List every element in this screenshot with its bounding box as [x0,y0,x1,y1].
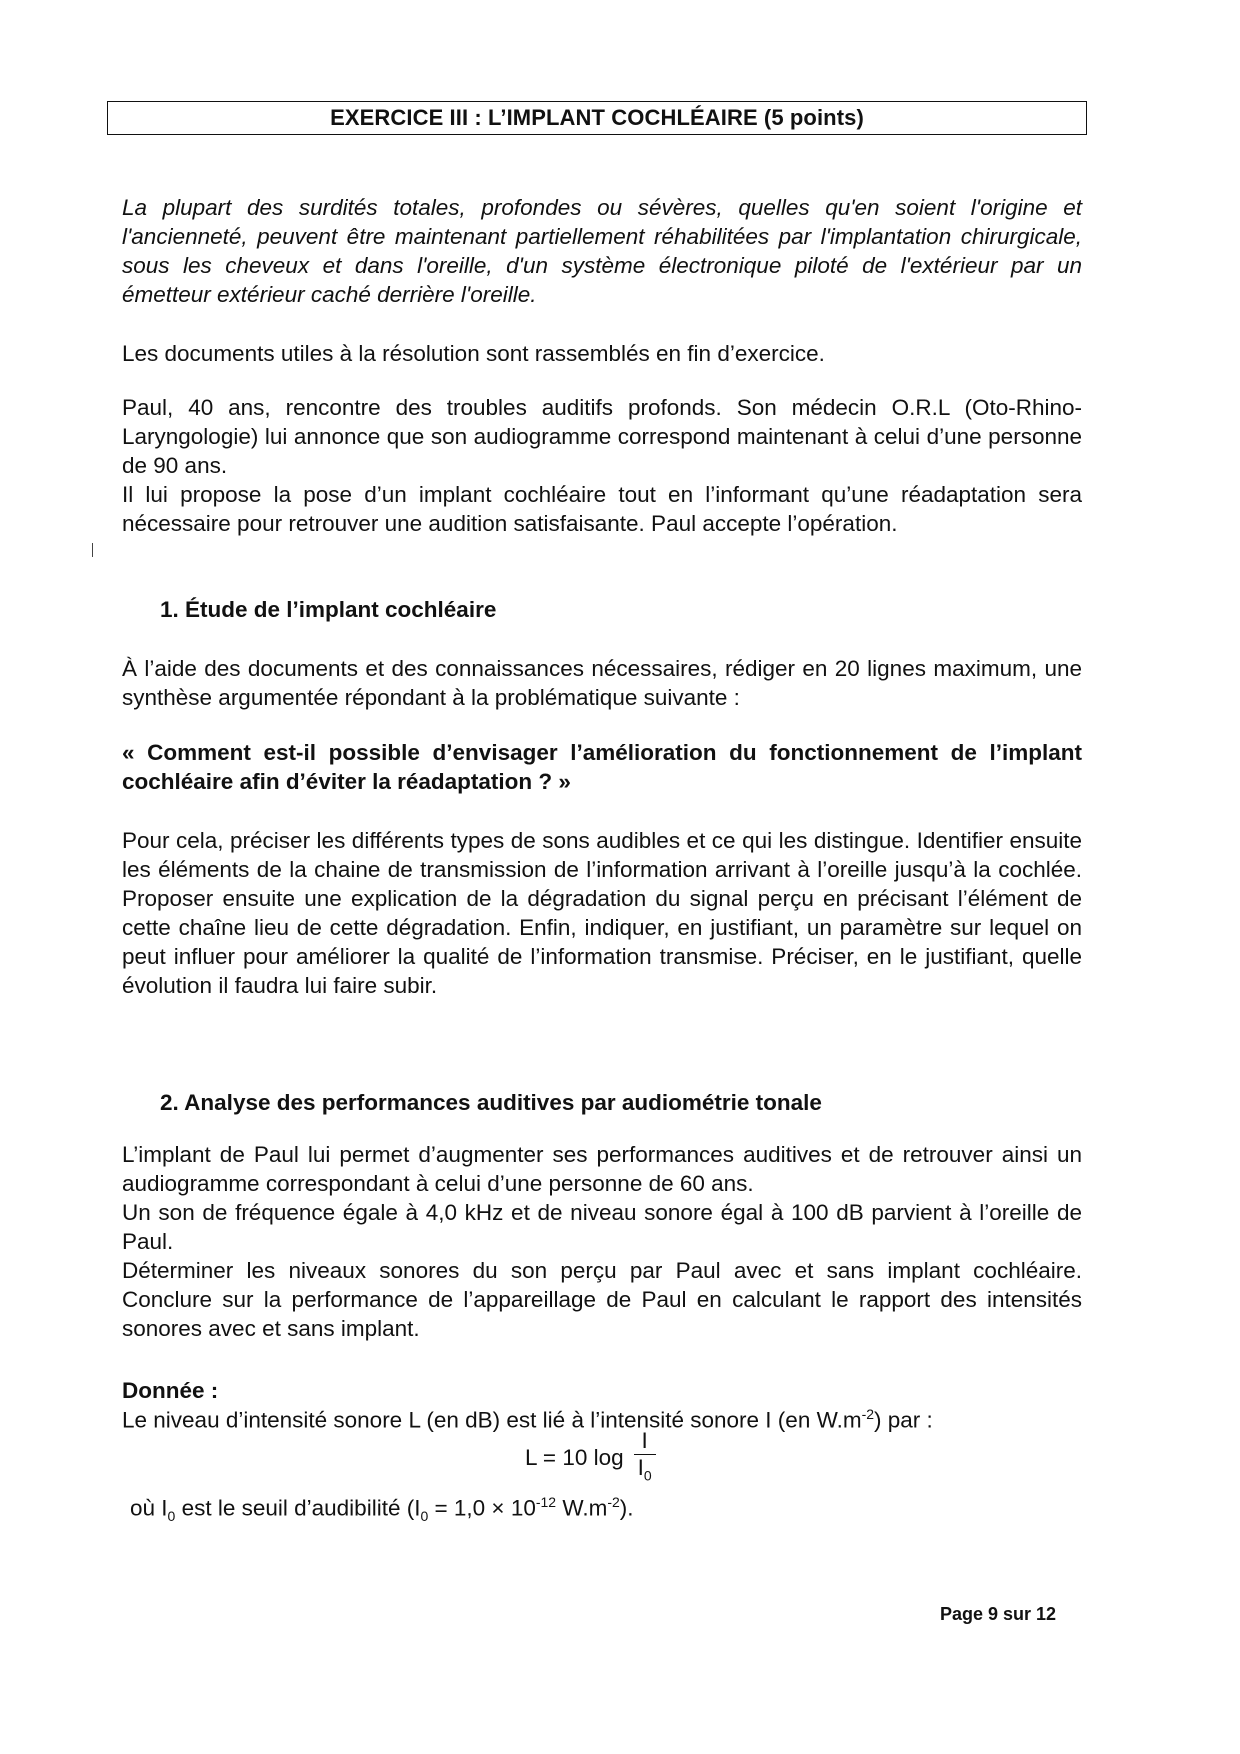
seuil-part-2: est le seuil d’audibilité (I [175,1495,421,1521]
formula-lhs: L = 10 log [525,1445,624,1471]
intro-paragraph: La plupart des surdités totales, profondes ou sévères, quelles qu'en soient l'origine et l'ancienneté, peuvent être maintenant partiellement réhabilitées par l'implantation chirurgicale, sous les cheveux et dans l'oreille, d'un système électronique piloté de l'extérieur par un émetteur extérieur caché derrière l'oreille. [122,195,1082,307]
seuil-part-4: W.m [556,1495,608,1521]
formula-denominator [638,1455,652,1489]
page-number: Page 9 sur 12 [940,1604,1057,1624]
part2-paragraph-2: Un son de fréquence égale à 4,0 kHz et de niveau sonore égal à 100 dB parvient à l’oreille de Paul. [122,1200,1082,1254]
seuil-part-1: où I [130,1495,168,1521]
donnee-text-main: Le niveau d’intensité sonore L (en dB) est lié à l’intensité sonore I (en W.m [122,1407,862,1433]
donnee-text-exponent: -2 [861,1406,875,1422]
seuil-sub-2: 0 [420,1508,429,1524]
problem-statement: « Comment est-il possible d’envisager l’amélioration du fonctionnement de l’implant cochléaire afin d’éviter la réadaptation ? » [122,740,1082,794]
context-block [122,393,1082,538]
formula-den-main: I [637,1455,644,1480]
exercise-title-text: EXERCICE III : L’IMPLANT COCHLÉAIRE (5 points) [330,105,864,130]
part2-block [122,1140,1082,1343]
formula-numerator: I [641,1428,648,1453]
part1-heading: 1. Étude de l’implant cochléaire [160,597,497,622]
scan-mark [92,543,95,557]
formula-fraction [634,1428,656,1489]
part2-heading: 2. Analyse des performances auditives par audiométrie tonale [160,1090,822,1115]
part1-instruction: À l’aide des documents et des connaissances nécessaires, rédiger en 20 lignes maximum, une synthèse argumentée répondant à la problématique suivante : [122,656,1082,710]
seuil-exp-2: -2 [607,1494,620,1510]
donnee-label: Donnée : [122,1378,219,1403]
context-paragraph-1: Paul, 40 ans, rencontre des troubles auditifs profonds. Son médecin O.R.L (Oto-Rhino-Laryngologie) lui annonce que son audiogramme correspond maintenant à celui d’une personne de 90 ans. [122,395,1082,478]
seuil-part-3: = 1,0 × 10 [428,1495,536,1521]
seuil-sub-1: 0 [167,1508,176,1524]
seuil-part-5: ). [619,1495,634,1521]
exercise-title [107,101,1087,135]
decibel-formula [525,1428,656,1489]
context-paragraph-2: Il lui propose la pose d’un implant cochléaire tout en l’informant qu’une réadaptation sera nécessaire pour retrouver une audition satisfaisante. Paul accepte l’opération. [122,482,1082,536]
formula-den-sub: 0 [643,1467,652,1484]
seuil-exp-1: -12 [535,1494,557,1510]
part2-paragraph-1: L’implant de Paul lui permet d’augmenter ses performances auditives et de retrouver ainsi un audiogramme correspondant à celui d’une personne de 60 ans. [122,1142,1082,1196]
part2-paragraph-3: Déterminer les niveaux sonores du son perçu par Paul avec et sans implant cochléaire. Conclure sur la performance de l’appareillage de Paul en calculant le rapport des intensités sonores avec et sans implant. [122,1258,1082,1341]
part1-guidance: Pour cela, préciser les différents types de sons audibles et ce qui les distingue. Identifier ensuite les éléments de la chaine de transmission de l’information arrivant à l’oreille jusqu’à la cochlée. Proposer ensuite une explication de la dégradation du signal perçu en précisant l’élément de cette chaîne lieu de cette dégradation. Enfin, indiquer, en justifiant, un paramètre sur lequel on peut influer pour améliorer la qualité de l’information transmise. Préciser, en le justifiant, quelle évolution il faudra lui faire subir. [122,828,1082,998]
donnee-text-end: ) par : [874,1407,933,1433]
documents-note: Les documents utiles à la résolution sont rassemblés en fin d’exercice. [122,341,825,366]
threshold-definition [130,1494,634,1524]
